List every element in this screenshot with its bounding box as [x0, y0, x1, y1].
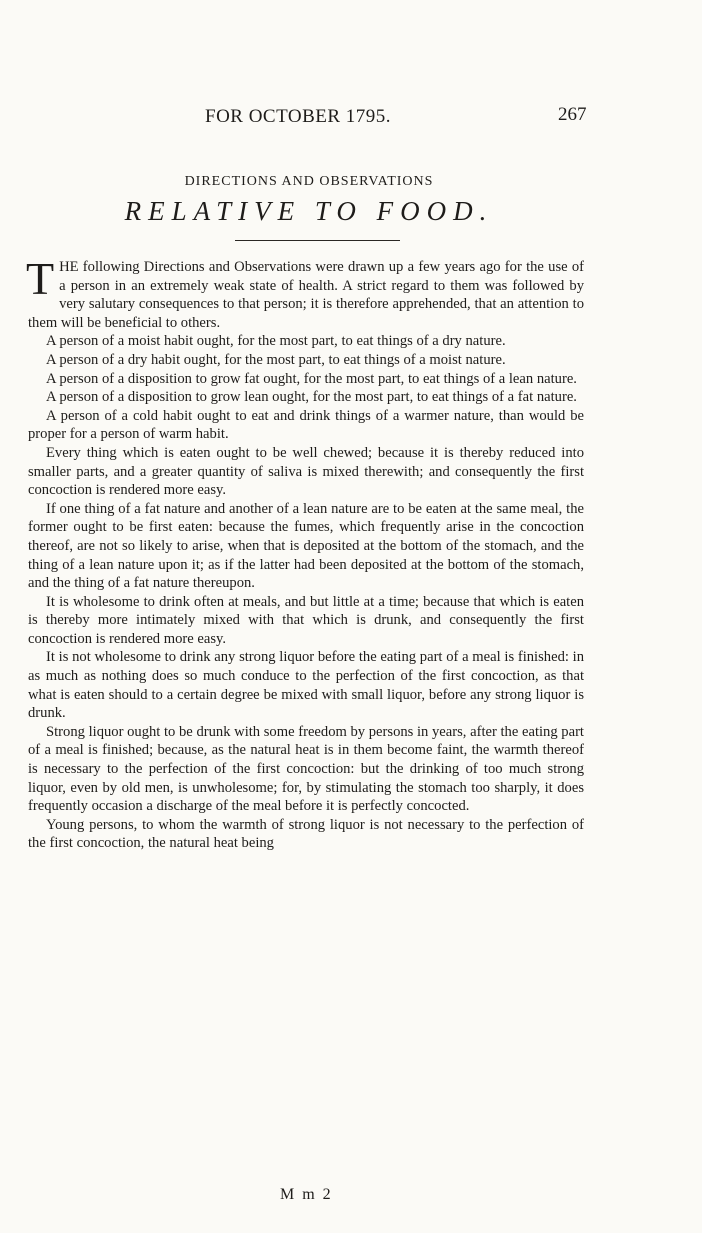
paragraph-intro [26, 253, 584, 332]
drop-cap: T [26, 253, 55, 304]
paragraph: A person of a cold habit ought to eat and drink things of a warmer nature, than would be proper for a person of warm habit. [28, 407, 584, 443]
paragraph: A person of a dry habit ought, for the most part, to eat things of a moist nature. [46, 351, 506, 368]
article-body [26, 253, 584, 853]
section-heading: DIRECTIONS AND OBSERVATIONS [184, 174, 434, 189]
page-number: 267 [558, 104, 587, 125]
paragraph: A person of a disposition to grow lean ought, for the most part, to eat things of a fat nature. [46, 389, 577, 406]
paragraph: A person of a disposition to grow fat ought, for the most part, to eat things of a lean nature. [46, 370, 577, 387]
paragraph: It is wholesome to drink often at meals, and but little at a time; because that which is eaten is thereby more intimately mixed with that which is drunk, and consequently the first concoction is rendered more easy. [28, 593, 584, 647]
paragraph: If one thing of a fat nature and another of a lean nature are to be eaten at the same meal, the former ought to be first eaten: because the fumes, which frequently arise in the concoction thereof, are not so likely to arise, when that is deposited at the bottom of the stomach, and the thing of a lean nature upon it; as if the latter had been deposited at the bottom of the stomach, and the thing of a fat nature thereupon. [28, 500, 584, 592]
paragraph: A person of a moist habit ought, for the most part, to eat things of a dry nature. [46, 333, 506, 350]
paragraph: Young persons, to whom the warmth of strong liquor is not necessary to the perfection of the first concoction, the natural heat being [28, 816, 584, 852]
paragraph-text: HE following Directions and Observations were drawn up a few years ago for the use of a person in an extremely weak state of health. A strict regard to them was followed by very salutary consequences to that person; it is therefore apprehended, that an attention to them will be beneficial to others. [28, 259, 584, 331]
running-head: FOR OCTOBER 1795. [205, 106, 392, 127]
paragraph: It is not wholesome to drink any strong liquor before the eating part of a meal is finished: in as much as nothing does so much conduce to the perfection of the first concoction, as that what is eaten should to a certain degree be mixed with small liquor, before any strong liquor is drunk. [28, 649, 584, 722]
title-rule [235, 240, 400, 241]
signature-mark: M m 2 [280, 1186, 333, 1203]
paragraph: Strong liquor ought to be drunk with some freedom by persons in years, after the eating part of a meal is finished; because, as the natural heat is in them become faint, the warmth thereof is necessary to the perfection of the first concoction: but the drinking of too much strong liquor, even by old men, is unwholesome; for, by stimulating the stomach too sharply, it does frequently occasion a discharge of the meal before it is perfectly concocted. [28, 723, 584, 815]
article-title: RELATIVE TO FOOD. [124, 196, 494, 226]
paragraph: Every thing which is eaten ought to be well chewed; because it is thereby reduced into smaller parts, and a greater quantity of saliva is mixed therewith; and consequently the first concoction is rendered more easy. [28, 444, 584, 499]
